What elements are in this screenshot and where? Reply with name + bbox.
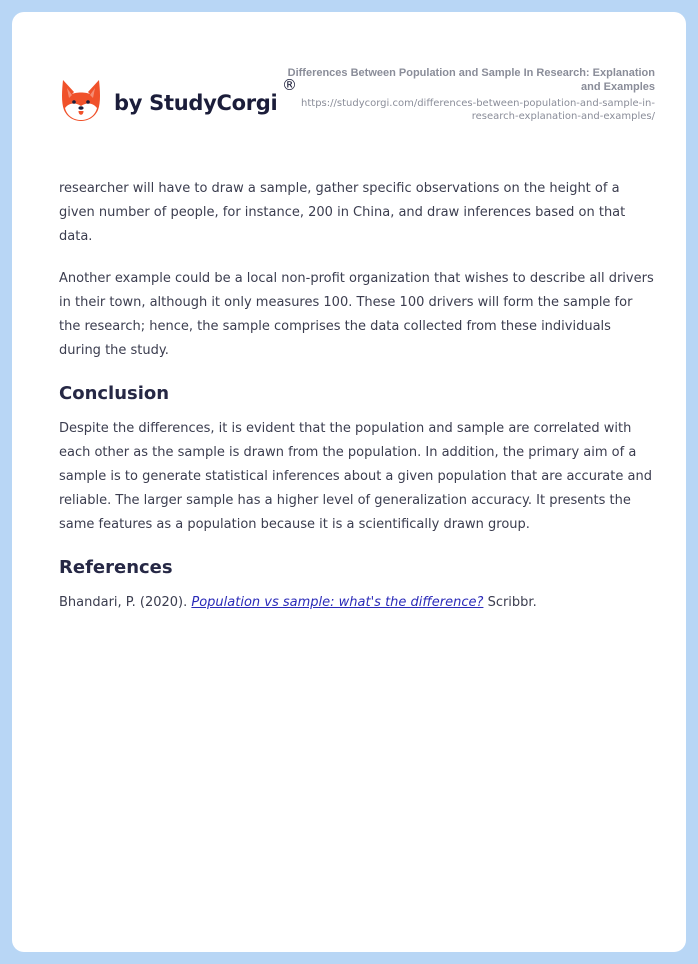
reference-author-year: Bhandari, P. (2020). [59,595,188,610]
reference-link[interactable]: Population vs sample: what's the difference? [191,595,484,610]
reference-publisher: Scribbr. [487,595,537,610]
corgi-logo-icon [60,76,102,122]
conclusion-heading: Conclusion [59,383,170,404]
document-card [12,12,686,952]
conclusion-paragraph: Despite the differences, it is evident that the population and sample are correlated with each other as the sample is drawn from the population. In addition, the primary aim of a sample is to generate statistical inferences about a given population that are accurate and reliable. The larger sample has a higher level of generalization accuracy. It presents the same features as a population because it is a scientifically drawn group. [59,421,652,532]
document-meta [275,66,655,123]
document-title: Differences Between Population and Sample In Research: Explanation and Examples [287,67,655,93]
document-content [59,177,655,633]
document-header [12,12,686,152]
studycorgi-logo[interactable] [60,76,297,122]
body-paragraph: researcher will have to draw a sample, gather specific observations on the height of a given number of people, for instance, 200 in China, and draw inferences based on that data. [59,181,626,244]
logo-wordmark: by StudyCorgi [114,91,278,115]
document-url: https://studycorgi.com/differences-between-population-and-sample-in-research-explanation-and-examples/ [301,98,655,122]
references-heading: References [59,557,173,578]
reference-item [59,591,655,615]
body-paragraph: Another example could be a local non-profit organization that wishes to describe all drivers in their town, although it only measures 100. These 100 drivers will form the sample for the research; hence, the sample comprises the data collected from these individuals during the study. [59,271,654,358]
registered-mark: ® [282,76,297,94]
